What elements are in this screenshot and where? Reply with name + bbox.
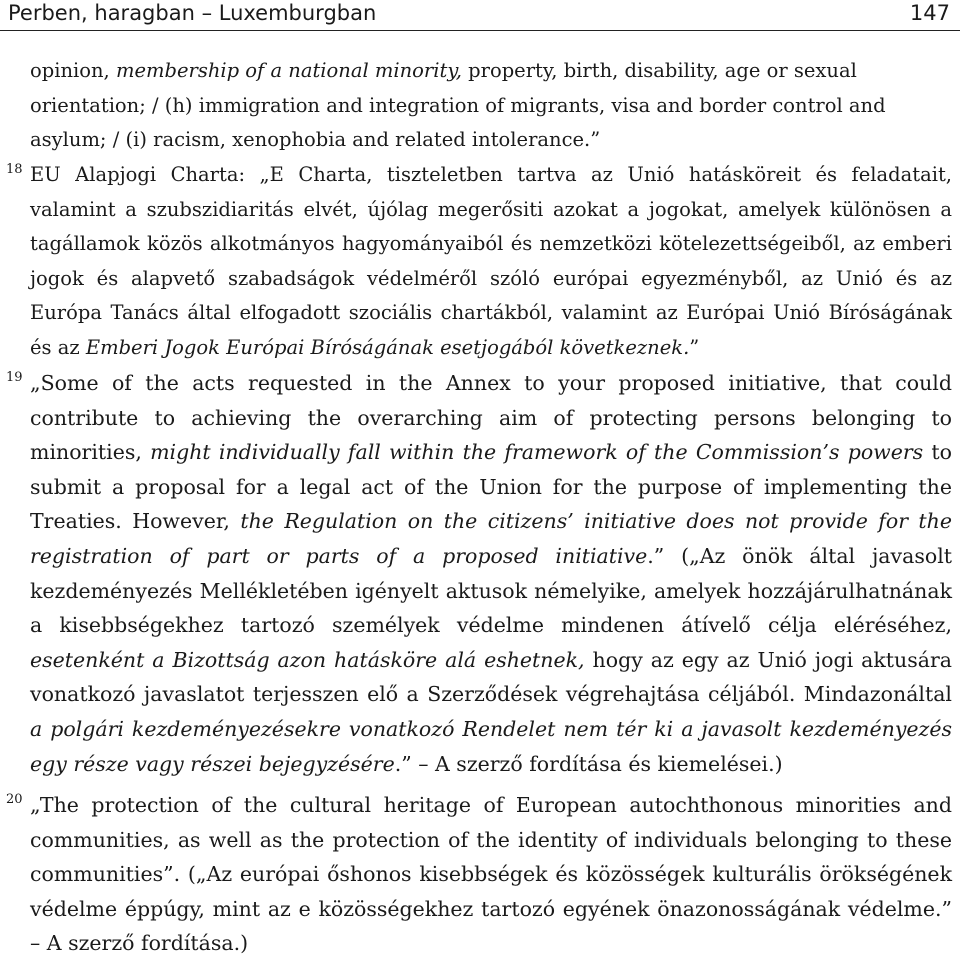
text-run: „Some of the acts requested in the Annex to your proposed initiative, that could contribute to achieving the overarching aim of protecting persons belonging to minorities,	[30, 371, 952, 465]
italic-run: esetenként a Bizottság azon hatásköre alá eshetnek,	[30, 647, 585, 672]
text-run: EU Alapjogi Charta: „E Charta, tiszteletben tartva az Unió hatásköreit és feladatait, valamint a szubszidiaritás elvét, újólag megerősiti azokat a jogokat, amelyek különösen a tagállamok közös alkotmányos hagyományaiból és nemzetközi kötelezettségeiből, az emberi jogok és alapvető szabadságok védelméről szóló európai egyezményből, az Unió és az Európa Tanács által elfogadott szociális chartákból, valamint az Európai Unió Bíróságának és az	[30, 163, 952, 359]
italic-run: a polgári kezdeményezésekre vonatkozó Rendelet nem tér ki a javasolt kezdeményezés egy része vagy részei bejegyzésére	[30, 716, 952, 776]
footnote-18	[30, 158, 952, 365]
footnote-19	[30, 366, 952, 781]
text-run: .” – A szerző fordítása és kiemelései.)	[394, 751, 783, 776]
text-run: opinion,	[30, 59, 116, 82]
footnote-continuation	[30, 54, 952, 158]
footnote-number: 18	[6, 162, 23, 177]
italic-run: membership of a national minority,	[115, 59, 462, 82]
text-run: to submit a proposal for a legal act of the Union for the purpose of implementing the Treaties. However,	[30, 440, 952, 534]
text-run: hogy az egy az Unió jogi aktusára vonatkozó javaslatot terjesszen elő a Szerződések végrehajtása céljából. Mindazonáltal	[30, 647, 952, 707]
text-run: ”	[689, 335, 700, 359]
text-run: property, birth, disability, age or sexual orientation; / (h) immigration and integration of migrants, visa and border control and asylum; / (i) racism, xenophobia and related intolerance.”	[30, 59, 886, 151]
italic-run: the Regulation on the citizens’ initiative does not provide for the registration of part or parts of a proposed initiative	[30, 509, 952, 568]
footnote-20	[30, 788, 952, 961]
italic-run: Emberi Jogok Európai Bíróságának esetjogából következnek.	[85, 335, 690, 359]
page-number: 147	[909, 1, 950, 25]
footnote-number: 20	[6, 792, 23, 807]
running-title: Perben, haragban – Luxemburgban	[8, 1, 377, 25]
running-header	[0, 0, 960, 31]
italic-run: might individually fall within the framework of the Commission’s powers	[150, 440, 924, 465]
text-run: „The protection of the cultural heritage of European autochthonous minorities and communities, as well as the protection of the identity of individuals belonging to these communities”. („Az európai őshonos kisebbségek és közösségek kulturális örökségének védelme éppúgy, mint az e közösségekhez tartozó egyének önazonosságának védelme.” – A szerző fordítása.)	[30, 793, 952, 956]
footnote-number: 19	[6, 370, 23, 385]
text-run: .” („Az önök által javasolt kezdeményezés Mellékletében igényelt aktusok némelyike, amelyek hozzájárulhatnának a kisebbségekhez tartozó személyek védelme mindenen átívelő célja eléréséhez,	[30, 543, 952, 638]
